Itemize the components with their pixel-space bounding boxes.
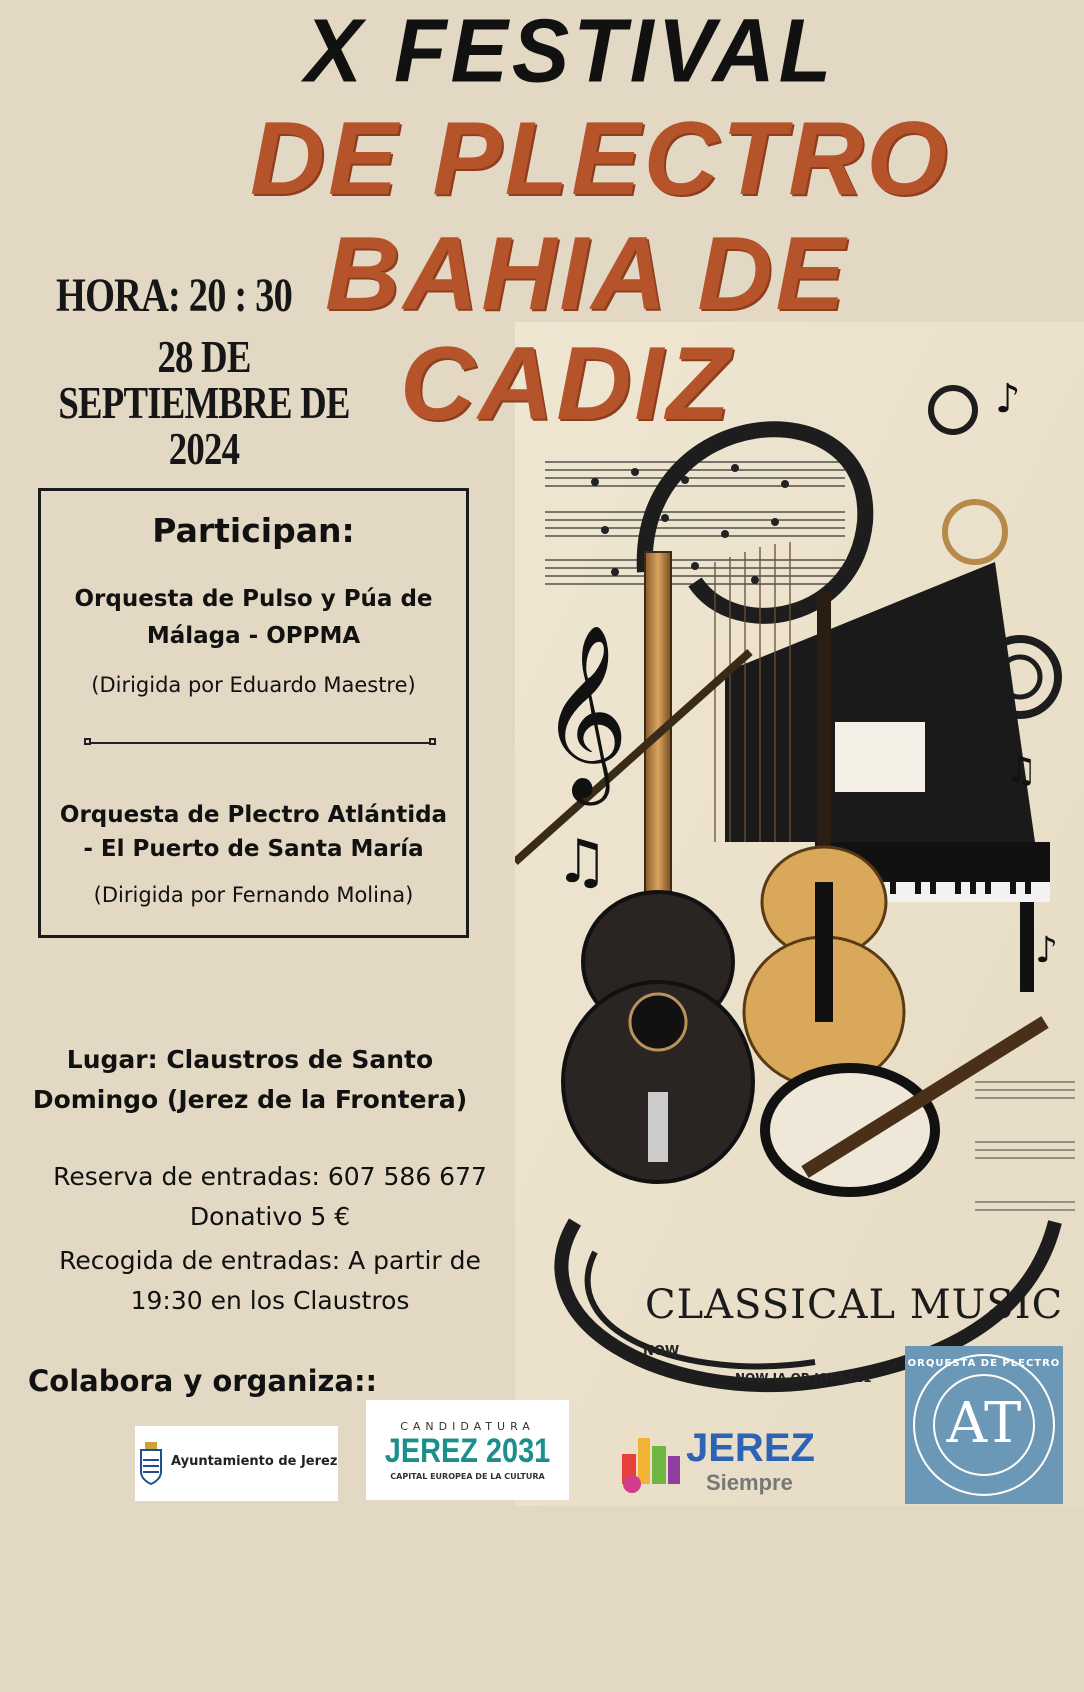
ayuntamiento-name: Ayuntamiento de Jerez	[171, 1454, 338, 1469]
jerez-skyline-icon	[612, 1424, 692, 1494]
orchestra-1-name-2: Málaga - OPPMA	[146, 623, 361, 649]
ticket-pickup: Recogida de entradas: A partir de	[59, 1246, 481, 1275]
venue-line-2: Domingo (Jerez de la Frontera)	[32, 1085, 468, 1114]
jerez-siempre-logo	[612, 1418, 815, 1500]
svg-text:♫: ♫	[555, 827, 609, 897]
at-ring-text: ORQUESTA DE PLECTRO	[907, 1358, 1061, 1369]
svg-text:♫: ♫	[1005, 750, 1038, 791]
orchestra-1-name: Orquesta de Pulso y Púa de	[74, 586, 433, 612]
jerez-sub: Siempre	[706, 1470, 793, 1495]
orquesta-plectro-logo	[905, 1346, 1063, 1504]
svg-text:𝄞: 𝄞	[540, 624, 629, 798]
participants-heading: Participan:	[152, 511, 355, 550]
ticket-reservation: Reserva de entradas: 607 586 677	[53, 1162, 487, 1191]
divider	[90, 742, 430, 744]
festival-title-line2: DE PLECTRO	[250, 101, 951, 217]
ticket-pickup-2: 19:30 en los Claustros	[130, 1286, 410, 1315]
ayuntamiento-logo	[135, 1426, 338, 1501]
festival-title: X FESTIVAL	[304, 0, 836, 102]
venue-line-1: Lugar: Claustros de Santo	[66, 1045, 434, 1074]
event-time: HORA: 20 : 30	[56, 269, 292, 322]
festival-title-line3: BAHIA DE	[325, 216, 848, 332]
event-date: 28 DE SEPTIEMBRE DE 2024	[58, 331, 350, 474]
candidatura-top: CANDIDATURA	[400, 1420, 535, 1433]
candidatura-sub: CAPITAL EUROPEA DE LA CULTURA	[390, 1472, 545, 1481]
venue	[20, 1040, 480, 1120]
orchestra-2-name-2: - El Puerto de Santa María	[83, 836, 424, 862]
artwork-caption: CLASSICAL MUSIC	[645, 1282, 1064, 1328]
festival-title-line4: CADIZ	[400, 326, 733, 442]
orchestra-1-director: (Dirigida por Eduardo Maestre)	[91, 673, 416, 697]
artwork-small-text: NOW	[643, 1344, 680, 1359]
collaborators-heading: Colabora y organiza::	[28, 1364, 378, 1398]
artwork-small-text-2: NOW IA QR JOBEZ21	[735, 1371, 872, 1385]
svg-text:♪: ♪	[1035, 930, 1058, 971]
participants-box	[38, 488, 469, 938]
jerez-main: JEREZ	[686, 1426, 815, 1470]
candidatura-logo	[366, 1400, 569, 1500]
at-letters: AT	[946, 1391, 1022, 1456]
orchestra-2-name: Orquesta de Plectro Atlántida	[59, 802, 448, 828]
svg-text:♪: ♪	[995, 376, 1021, 422]
candidatura-main: JEREZ 2031	[384, 1432, 551, 1470]
donation: Donativo 5 €	[189, 1202, 351, 1231]
coat-of-arms-icon	[139, 1440, 163, 1486]
orchestra-2-director: (Dirigida por Fernando Molina)	[93, 883, 414, 907]
